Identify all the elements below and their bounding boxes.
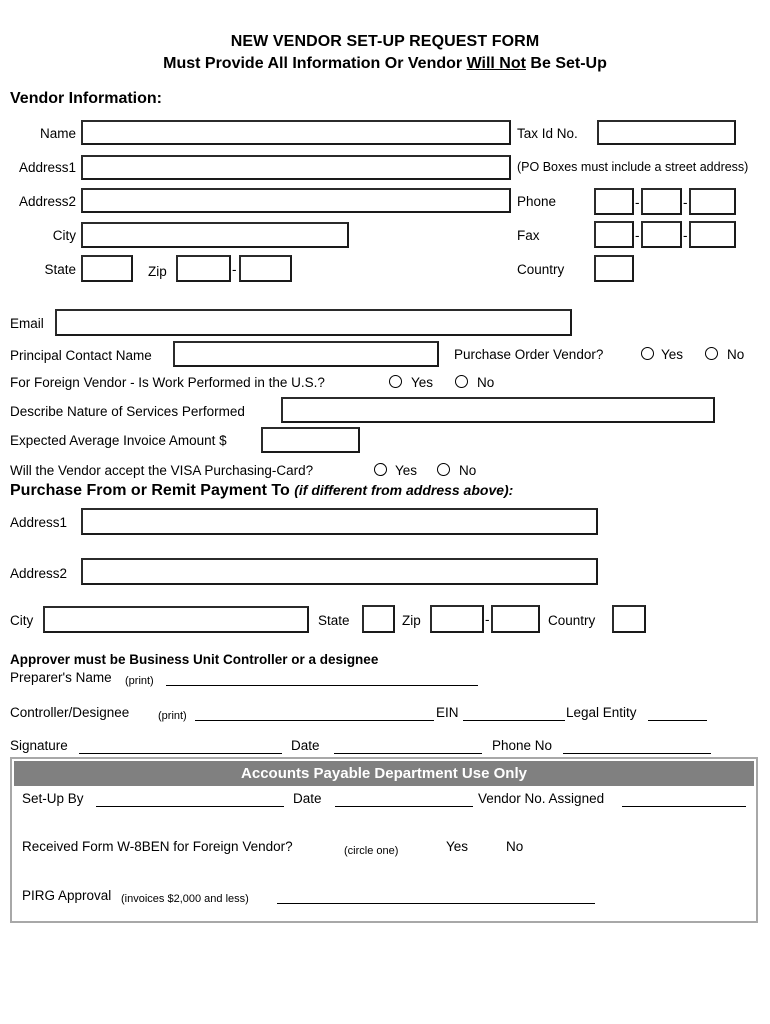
vendor-information-heading: Vendor Information:: [10, 90, 162, 107]
accounts-payable-header: Accounts Payable Department Use Only: [14, 761, 754, 786]
label-approver-phone-no: Phone No: [492, 738, 553, 753]
radio-po-vendor-yes[interactable]: [641, 347, 654, 360]
input-tax-id[interactable]: [597, 120, 736, 145]
label-vendor-address2: Address2: [18, 194, 76, 209]
input-remit-zip4[interactable]: [491, 605, 540, 633]
input-services[interactable]: [281, 397, 715, 423]
label-pirg-note: (invoices $2,000 and less): [121, 893, 249, 905]
form-title: NEW VENDOR SET-UP REQUEST FORM: [230, 33, 540, 50]
label-signature: Signature: [10, 738, 68, 753]
field-legal-entity-line[interactable]: [648, 720, 707, 721]
label-approver-date: Date: [291, 738, 320, 753]
field-pirg-approval-line[interactable]: [277, 903, 595, 904]
input-remit-state[interactable]: [362, 605, 395, 633]
option-w8ben-no[interactable]: No: [506, 839, 524, 854]
label-pirg-approval: PIRG Approval: [22, 888, 112, 903]
remit-heading-italic: (if different from address above):: [294, 482, 514, 498]
input-vendor-zip5[interactable]: [176, 255, 231, 282]
label-vendor-name: Name: [39, 126, 76, 141]
label-fax: Fax: [517, 228, 540, 243]
label-w8ben: Received Form W-8BEN for Foreign Vendor?: [22, 839, 293, 854]
label-vendor-state: State: [44, 262, 76, 277]
label-visa-question: Will the Vendor accept the VISA Purchasing-Card?: [10, 463, 314, 478]
input-invoice-amount[interactable]: [261, 427, 360, 453]
label-legal-entity: Legal Entity: [566, 705, 637, 720]
label-preparer-print: (print): [125, 675, 154, 687]
input-fax-line[interactable]: [689, 221, 736, 248]
input-remit-address2[interactable]: [81, 558, 598, 585]
label-foreign-vendor-no: No: [477, 375, 495, 390]
label-phone: Phone: [517, 194, 557, 209]
label-principal-contact: Principal Contact Name: [10, 348, 152, 363]
field-vendor-no-line[interactable]: [622, 806, 746, 807]
field-controller-name-line[interactable]: [195, 720, 434, 721]
field-ap-date-line[interactable]: [335, 806, 473, 807]
label-vendor-city: City: [52, 228, 76, 243]
note-po-box: (PO Boxes must include a street address): [517, 160, 749, 174]
label-preparer-name: Preparer's Name: [10, 670, 112, 685]
label-po-vendor-no: No: [727, 347, 745, 362]
option-w8ben-yes[interactable]: Yes: [446, 839, 469, 854]
label-remit-address2: Address2: [10, 566, 68, 581]
label-vendor-country: Country: [517, 262, 565, 277]
field-ein-line[interactable]: [463, 720, 565, 721]
label-remit-state: State: [318, 613, 350, 628]
label-email: Email: [10, 316, 44, 331]
radio-visa-no[interactable]: [437, 463, 450, 476]
radio-foreign-vendor-no[interactable]: [455, 375, 468, 388]
input-principal-contact[interactable]: [173, 341, 439, 367]
label-services: Describe Nature of Services Performed: [10, 404, 245, 419]
label-remit-address1: Address1: [10, 515, 68, 530]
label-vendor-address1: Address1: [18, 160, 76, 175]
label-vendor-no-assigned: Vendor No. Assigned: [478, 791, 605, 806]
field-approver-date-line[interactable]: [334, 753, 482, 754]
input-remit-city[interactable]: [43, 606, 309, 633]
remit-zip-dash: -: [485, 612, 490, 627]
input-vendor-address2[interactable]: [81, 188, 511, 213]
approver-notice: Approver must be Business Unit Controller or a designee: [10, 652, 379, 667]
field-preparer-name-line[interactable]: [166, 685, 478, 686]
input-remit-zip5[interactable]: [430, 605, 484, 633]
label-visa-no: No: [459, 463, 477, 478]
label-vendor-zip: Zip: [148, 264, 167, 279]
label-foreign-vendor-question: For Foreign Vendor - Is Work Performed in the U.S.?: [10, 375, 325, 390]
phone-dash-1: -: [635, 195, 640, 210]
remit-heading-bold: Purchase From or Remit Payment To: [10, 482, 290, 499]
input-vendor-name[interactable]: [81, 120, 511, 145]
label-po-vendor-yes: Yes: [661, 347, 684, 362]
form-subtitle-pre: Must Provide All Information Or Vendor: [163, 55, 467, 72]
form-subtitle-emphasis: Will Not: [466, 55, 526, 72]
field-approver-phone-line[interactable]: [563, 753, 711, 754]
fax-dash-2: -: [683, 228, 688, 243]
label-remit-city: City: [10, 613, 34, 628]
label-controller-designee: Controller/Designee: [10, 705, 130, 720]
label-remit-zip: Zip: [402, 613, 421, 628]
input-phone-line[interactable]: [689, 188, 736, 215]
input-fax-prefix[interactable]: [641, 221, 682, 248]
label-tax-id: Tax Id No.: [517, 126, 578, 141]
input-vendor-city[interactable]: [81, 222, 349, 248]
phone-dash-2: -: [683, 195, 688, 210]
field-signature-line[interactable]: [79, 753, 282, 754]
label-controller-print: (print): [158, 710, 187, 722]
label-po-vendor-question: Purchase Order Vendor?: [454, 347, 604, 362]
label-invoice-amount: Expected Average Invoice Amount $: [10, 433, 227, 448]
label-ein: EIN: [436, 705, 459, 720]
form-subtitle: [0, 55, 770, 73]
radio-visa-yes[interactable]: [374, 463, 387, 476]
radio-po-vendor-no[interactable]: [705, 347, 718, 360]
input-vendor-country[interactable]: [594, 255, 634, 282]
input-vendor-state[interactable]: [81, 255, 133, 282]
label-remit-country: Country: [548, 613, 596, 628]
input-vendor-address1[interactable]: [81, 155, 511, 180]
label-circle-one: (circle one): [344, 845, 399, 857]
input-vendor-zip4[interactable]: [239, 255, 292, 282]
field-setup-by-line[interactable]: [96, 806, 284, 807]
input-phone-area[interactable]: [594, 188, 634, 215]
input-remit-country[interactable]: [612, 605, 646, 633]
label-setup-by: Set-Up By: [22, 791, 84, 806]
label-visa-yes: Yes: [395, 463, 418, 478]
input-remit-address1[interactable]: [81, 508, 598, 535]
input-phone-prefix[interactable]: [641, 188, 682, 215]
radio-foreign-vendor-yes[interactable]: [389, 375, 402, 388]
fax-dash-1: -: [635, 228, 640, 243]
label-ap-date: Date: [293, 791, 322, 806]
remit-heading: [10, 482, 513, 500]
zip-dash: -: [232, 262, 237, 277]
label-foreign-vendor-yes: Yes: [411, 375, 434, 390]
input-email[interactable]: [55, 309, 572, 336]
form-subtitle-post: Be Set-Up: [525, 55, 607, 72]
input-fax-area[interactable]: [594, 221, 634, 248]
